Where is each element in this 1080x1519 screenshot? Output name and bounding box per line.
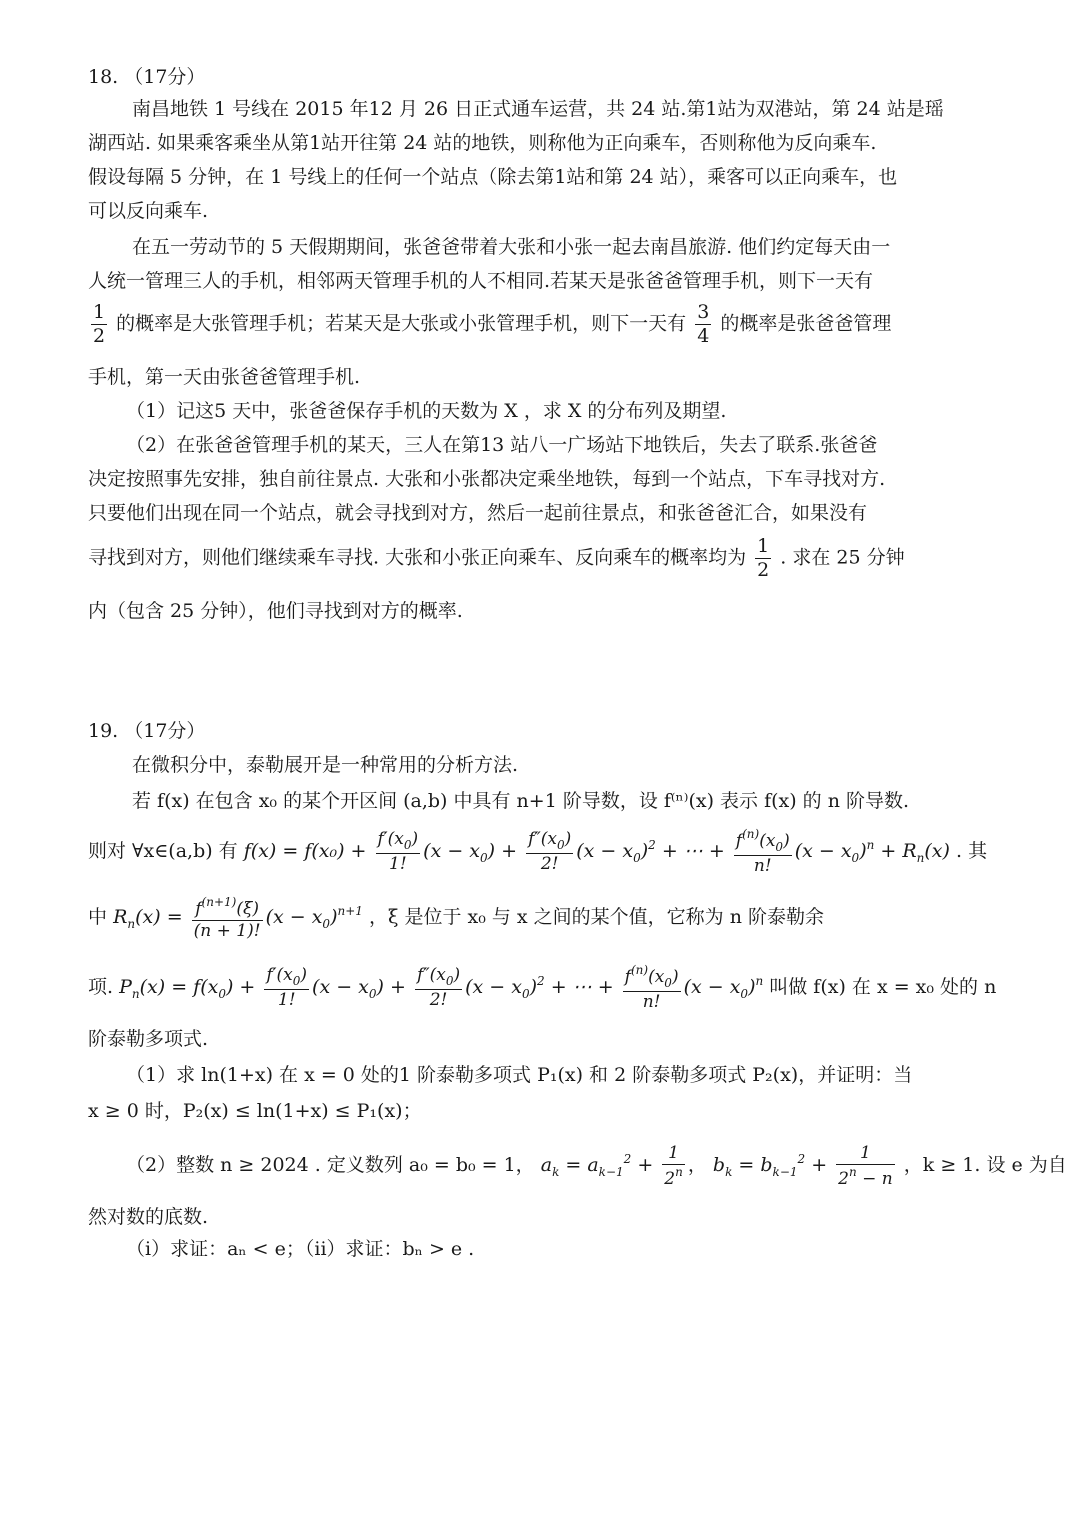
q18-part2-line-fraction: 寻找到对方，则他们继续乘车寻找. 大张和小张正向乘车、反向乘车的概率均为 $\frac{1}{2}$ . 求在 25 分钟 — [88, 535, 905, 581]
fraction-one-half: $\frac{1}{2}$ — [93, 301, 106, 347]
q19-part1-line: （1）求 ln(1+x) 在 x = 0 处的1 阶泰勒多项式 P₁(x) 和 2 阶泰勒多项式 P₂(x)，并证明：当 — [126, 1064, 913, 1086]
q18-para-line: 人统一管理三人的手机，相邻两天管理手机的人不相同.若某天是张爸爸管理手机，则下一天有 — [88, 270, 874, 292]
q18-intro-line: 可以反向乘车. — [88, 200, 209, 222]
q18-header: 18. （17分） — [88, 66, 206, 88]
q19-part2-line: 然对数的底数. — [88, 1206, 209, 1228]
fraction-nth-derivative: $\frac{f^{(n)}(x_0)}{n!}$ — [624, 963, 679, 1013]
q18-intro-line: 湖西站. 如果乘客乘坐从第1站开往第 24 站的地铁，则称他为正向乘车，否则称他为反向乘车. — [88, 132, 877, 154]
q18-intro-line: 南昌地铁 1 号线在 2015 年12 月 26 日正式通车运营，共 24 站.第1站为双港站，第 24 站是瑶 — [132, 98, 944, 120]
q19-definition-line: 阶泰勒多项式. — [88, 1028, 209, 1050]
taylor-expansion-formula: 则对 ∀x∈(a,b) 有 f(x) = f(x₀) + $\frac{f'(x_0)}{1!}$ $(x - x_0)$ + $\frac{f''(x_0)}{2!}$ $(x - x_0)^2$ + ⋯ + $\frac{f^{(n)}(x_0)}{n!}$ $(x - x_0)^n + R_n(x)$ . 其 — [88, 827, 988, 877]
fraction-first-derivative: $\frac{f'(x_0)}{1!}$ — [377, 829, 419, 875]
fraction-nth-derivative: $\frac{f^{(n)}(x_0)}{n!}$ — [735, 827, 790, 877]
q18-part2-line: 只要他们出现在同一个站点，就会寻找到对方，然后一起前往景点，和张爸爸汇合，如果没有 — [88, 502, 868, 524]
q19-part1-line: x ≥ 0 时，P₂(x) ≤ ln(1+x) ≤ P₁(x)； — [88, 1100, 422, 1122]
q19-definition-line: 若 f(x) 在包含 x₀ 的某个开区间 (a,b) 中具有 n+1 阶导数，设 f⁽ⁿ⁾(x) 表示 f(x) 的 n 阶导数. — [132, 790, 910, 812]
fraction-three-quarters: $\frac{3}{4}$ — [697, 301, 710, 347]
q18-intro-line: 假设每隔 5 分钟，在 1 号线上的任何一个站点（除去第1站和第 24 站），乘客可以正向乘车，也 — [88, 166, 898, 188]
q19-part2-sequence-line: （2）整数 n ≥ 2024 . 定义数列 a₀ = b₀ = 1， $a_k = a_{k-1}^2$ + $\frac{1}{2^n}$ ， $b_k = b_{k-1}^2$ + $\frac{1}{2^n - n}$ ，k ≥ 1. 设 e 为自 — [126, 1143, 1067, 1189]
q18-para-line: 手机，第一天由张爸爸管理手机. — [88, 366, 361, 388]
q18-para-line: 在五一劳动节的 5 天假期期间，张爸爸带着大张和小张一起去南昌旅游. 他们约定每天由一 — [132, 236, 891, 258]
q18-part1: （1）记这5 天中，张爸爸保存手机的天数为 X ，求 X 的分布列及期望. — [126, 400, 727, 422]
fraction-b-increment: $\frac{1}{2^n - n}$ — [838, 1143, 893, 1189]
q19-intro: 在微积分中，泰勒展开是一种常用的分析方法. — [132, 754, 519, 776]
taylor-polynomial-formula: 项. $P_n(x) = f(x_0)$ + $\frac{f'(x_0)}{1!}$ $(x - x_0)$ + $\frac{f''(x_0)}{2!}$ $(x - x_0)^2$ + ⋯ + $\frac{f^{(n)}(x_0)}{n!}$ $(x - x_0)^n$ 叫做 f(x) 在 x = x₀ 处的 n — [88, 963, 997, 1013]
q18-part2-line: （2）在张爸爸管理手机的某天，三人在第13 站八一广场站下地铁后，失去了联系.张爸爸 — [126, 434, 878, 456]
fraction-a-increment: $\frac{1}{2^n}$ — [664, 1143, 683, 1189]
q18-part2-line: 决定按照事先安排，独自前往景点. 大张和小张都决定乘坐地铁，每到一个站点，下车寻找对方. — [88, 468, 886, 490]
q19-header: 19. （17分） — [88, 720, 206, 742]
taylor-remainder-formula: 中 $R_n(x)$ = $\frac{f^{(n+1)}(\xi)}{(n + 1)!}$ $(x - x_0)^{n+1}$ ，ξ 是位于 x₀ 与 x 之间的某个值，它称为 n 阶泰勒余 — [88, 895, 824, 941]
q18-part2-line: 内（包含 25 分钟），他们寻找到对方的概率. — [88, 600, 463, 622]
fraction-remainder: $\frac{f^{(n+1)}(\xi)}{(n + 1)!}$ — [193, 895, 261, 941]
q18-para-line-fractions: $\frac{1}{2}$ 的概率是大张管理手机；若某天是大张或小张管理手机，则下一天有 $\frac{3}{4}$ 的概率是张爸爸管理 — [93, 301, 892, 347]
fraction-second-derivative: $\frac{f''(x_0)}{2!}$ — [416, 965, 461, 1011]
fraction-one-half: $\frac{1}{2}$ — [757, 535, 770, 581]
fraction-second-derivative: $\frac{f''(x_0)}{2!}$ — [528, 829, 572, 875]
fraction-first-derivative: $\frac{f'(x_0)}{1!}$ — [266, 965, 308, 1011]
q19-part2-subparts: （i）求证：aₙ < e；（ii）求证：bₙ > e . — [126, 1238, 475, 1260]
